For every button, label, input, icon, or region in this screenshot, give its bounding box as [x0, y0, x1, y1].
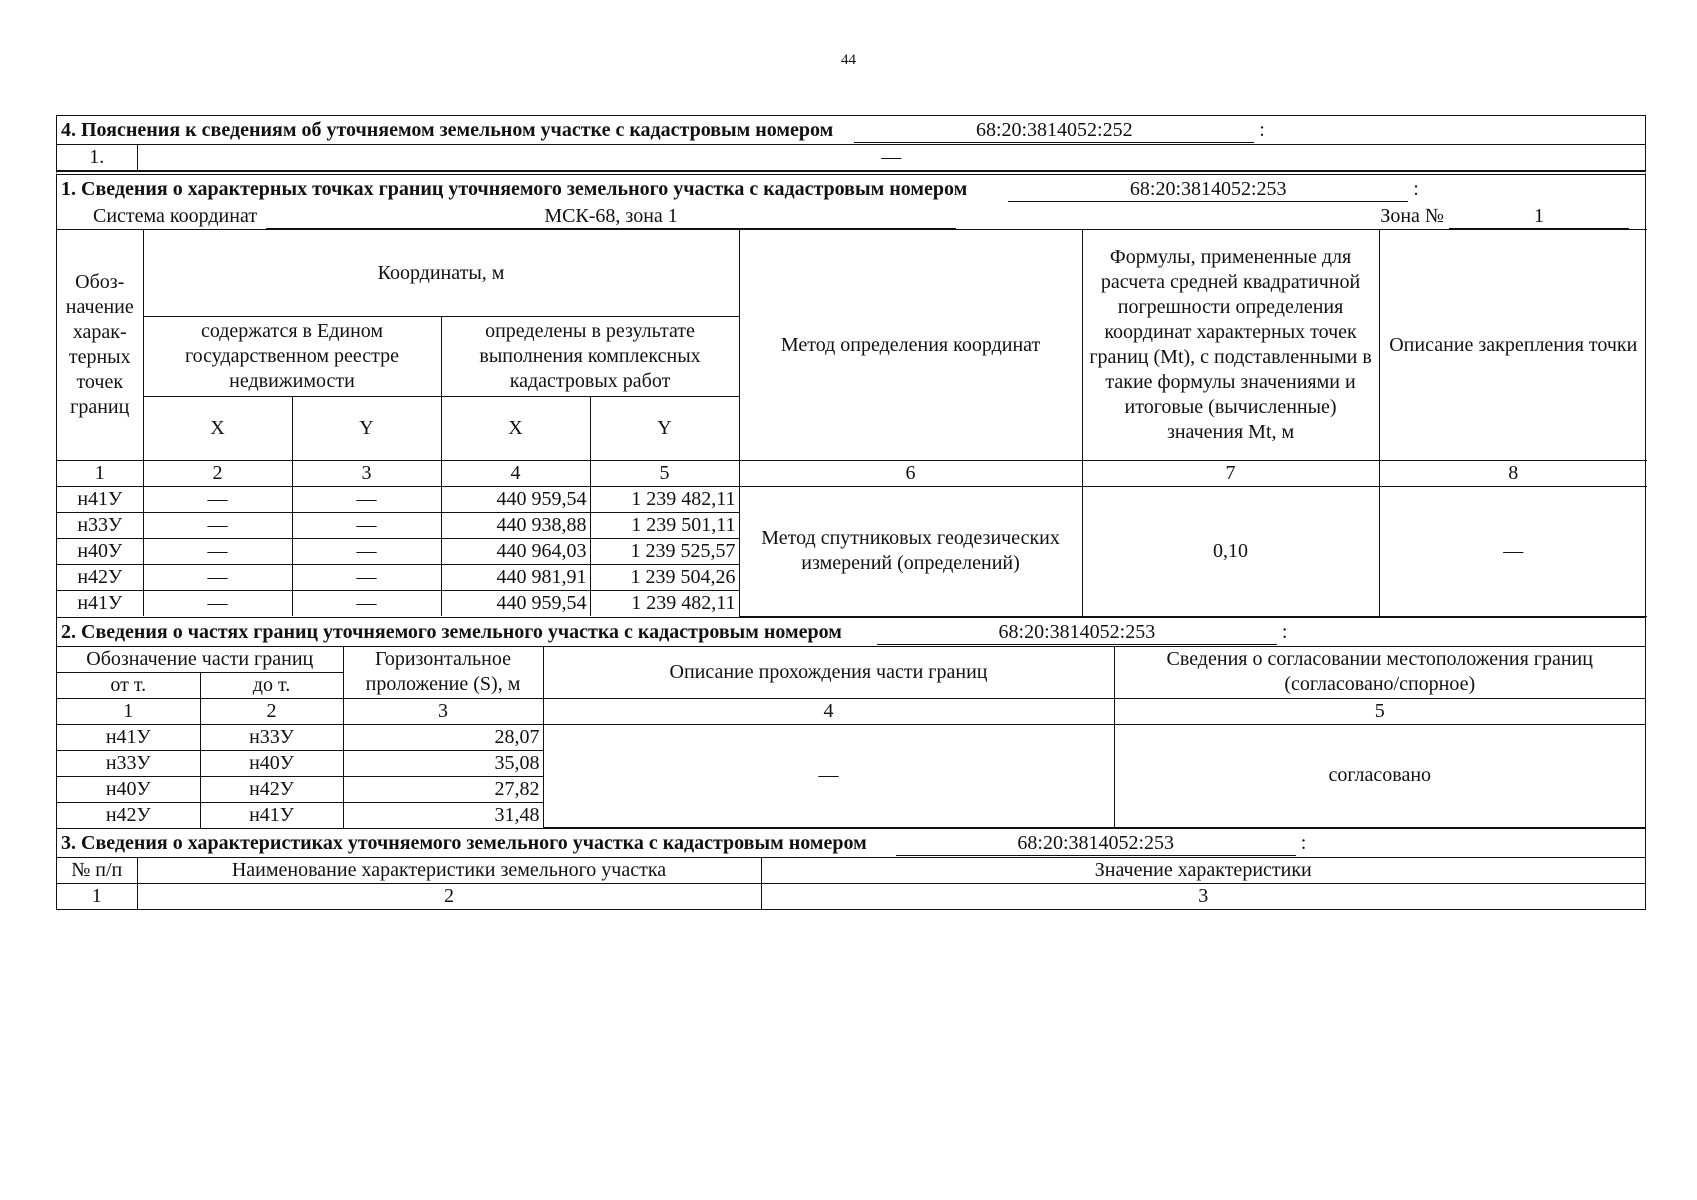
section-3-header — [57, 829, 1645, 857]
section-4-header — [57, 116, 1645, 144]
to-point: н33У — [200, 724, 343, 750]
colon: : — [1413, 178, 1419, 200]
registry-y: — — [292, 565, 441, 591]
y-header: Y — [292, 397, 441, 461]
point-name: н41У — [57, 591, 143, 617]
point-name: н42У — [57, 565, 143, 591]
agreement-header: Сведения о согласовании местоположения границ (согласовано/спорное) — [1114, 646, 1645, 698]
section-2-header — [57, 618, 1645, 646]
section-2-cadastral-number: 68:20:3814052:253 — [877, 620, 1277, 645]
col-number: 8 — [1379, 461, 1647, 487]
colon: : — [1259, 119, 1265, 141]
section-4-title: 4. Пояснения к сведениям об уточняемом земельном участке с кадастровым номером — [61, 119, 834, 141]
section-4-cadastral-number: 68:20:3814052:252 — [854, 118, 1254, 143]
col-number: 5 — [1114, 698, 1645, 724]
mt-value: 0,10 — [1082, 487, 1379, 617]
section-2-title: 2. Сведения о частях границ уточняемого земельного участка с кадастровым номером — [61, 620, 842, 643]
x-header: X — [441, 397, 590, 461]
table-row — [57, 145, 1645, 171]
name-header: Наименование характеристики земельного участка — [137, 858, 761, 884]
section-2 — [56, 618, 1646, 830]
in-registry-header: содержатся в Едином государственном реестре недвижимости — [143, 317, 441, 397]
parts-table — [57, 646, 1645, 829]
col-number: 7 — [1082, 461, 1379, 487]
coord-y: 1 239 501,11 — [590, 513, 739, 539]
num-header: № п/п — [57, 858, 137, 884]
agreement-value: согласовано — [1114, 724, 1645, 828]
col-number: 4 — [441, 461, 590, 487]
section-1 — [56, 171, 1646, 618]
registry-y: — — [292, 591, 441, 617]
from-header: от т. — [57, 672, 200, 698]
col-number: 2 — [143, 461, 292, 487]
section-3-title: 3. Сведения о характеристиках уточняемого земельного участка с кадастровым номером — [61, 832, 867, 854]
col-number: 1 — [57, 698, 200, 724]
section-1-cadastral-number: 68:20:3814052:253 — [1008, 177, 1408, 202]
x-header: X — [143, 397, 292, 461]
registry-x: — — [143, 487, 292, 513]
section-3 — [56, 829, 1646, 910]
colon: : — [1281, 620, 1288, 643]
point-name: н41У — [57, 487, 143, 513]
col-number: 3 — [343, 698, 543, 724]
registry-y: — — [292, 513, 441, 539]
registry-x: — — [143, 539, 292, 565]
col-number: 5 — [590, 461, 739, 487]
horizontal-header: Горизонтальное проложение (S), м — [343, 646, 543, 698]
document-body — [56, 115, 1646, 910]
table-row — [57, 724, 1645, 750]
registry-x: — — [143, 513, 292, 539]
formulas-header: Формулы, примененные для расчета средней квадратичной погрешности определения координат характерных точек границ (Mt), с подставленными в такие формулы значениями и итоговые (вычисленные) значения Mt, м — [1082, 230, 1379, 461]
from-point: н42У — [57, 802, 200, 828]
coord-x: 440 964,03 — [441, 539, 590, 565]
zone-label: Зона № — [1380, 205, 1444, 227]
section-1-header — [57, 175, 1645, 203]
section-4 — [56, 115, 1646, 171]
page-number: 44 — [841, 52, 856, 68]
to-point: н42У — [200, 776, 343, 802]
col-number: 4 — [543, 698, 1114, 724]
coord-x: 440 959,54 — [441, 487, 590, 513]
registry-x: — — [143, 591, 292, 617]
distance: 31,48 — [343, 802, 543, 828]
registry-y: — — [292, 539, 441, 565]
coord-y: 1 239 482,11 — [590, 487, 739, 513]
fixing-value: — — [1379, 487, 1647, 617]
description-value: — — [543, 724, 1114, 828]
points-table — [57, 229, 1647, 617]
coordinates-header: Координаты, м — [143, 230, 739, 317]
row-number: 1. — [57, 145, 137, 171]
coord-system-value: МСК-68, зона 1 — [266, 204, 956, 229]
y-header: Y — [590, 397, 739, 461]
method-header: Метод определения координат — [739, 230, 1082, 461]
coord-system-row — [57, 203, 1645, 229]
col-number: 3 — [761, 884, 1645, 910]
col-number: 1 — [57, 884, 137, 910]
registry-x: — — [143, 565, 292, 591]
to-point: н41У — [200, 802, 343, 828]
distance: 28,07 — [343, 724, 543, 750]
coord-system-label: Система координат — [93, 205, 258, 227]
table-row — [57, 487, 1647, 513]
to-point: н40У — [200, 750, 343, 776]
column-numbers-row — [57, 461, 1647, 487]
coord-y: 1 239 525,57 — [590, 539, 739, 565]
coord-x: 440 959,54 — [441, 591, 590, 617]
to-header: до т. — [200, 672, 343, 698]
coord-x: 440 981,91 — [441, 565, 590, 591]
value-header: Значение характеристики — [761, 858, 1645, 884]
from-point: н33У — [57, 750, 200, 776]
coord-x: 440 938,88 — [441, 513, 590, 539]
point-name: н33У — [57, 513, 143, 539]
fixing-header: Описание закрепления точки — [1379, 230, 1647, 461]
col-number: 2 — [137, 884, 761, 910]
col-number: 6 — [739, 461, 1082, 487]
col-number: 2 — [200, 698, 343, 724]
column-numbers-row — [57, 698, 1645, 724]
description-header: Описание прохождения части границ — [543, 646, 1114, 698]
coord-y: 1 239 504,26 — [590, 565, 739, 591]
col-number: 1 — [57, 461, 143, 487]
from-point: н41У — [57, 724, 200, 750]
characteristics-table — [57, 857, 1645, 909]
zone-value: 1 — [1449, 204, 1629, 229]
determined-header: определены в результате выполнения комплексных кадастровых работ — [441, 317, 739, 397]
method-value: Метод спутниковых геодезических измерений (определений) — [739, 487, 1082, 617]
coord-y: 1 239 482,11 — [590, 591, 739, 617]
distance: 27,82 — [343, 776, 543, 802]
part-designation-header: Обозначение части границ — [57, 646, 343, 672]
col-number: 3 — [292, 461, 441, 487]
section-3-cadastral-number: 68:20:3814052:253 — [896, 831, 1296, 856]
section-1-title: 1. Сведения о характерных точках границ уточняемого земельного участка с кадастровым номером — [61, 178, 968, 200]
registry-y: — — [292, 487, 441, 513]
distance: 35,08 — [343, 750, 543, 776]
from-point: н40У — [57, 776, 200, 802]
colon: : — [1300, 832, 1307, 854]
point-name: н40У — [57, 539, 143, 565]
row-text: — — [137, 145, 1645, 171]
designation-header: Обоз-начение харак-терных точек границ — [57, 230, 143, 461]
column-numbers-row — [57, 884, 1645, 910]
